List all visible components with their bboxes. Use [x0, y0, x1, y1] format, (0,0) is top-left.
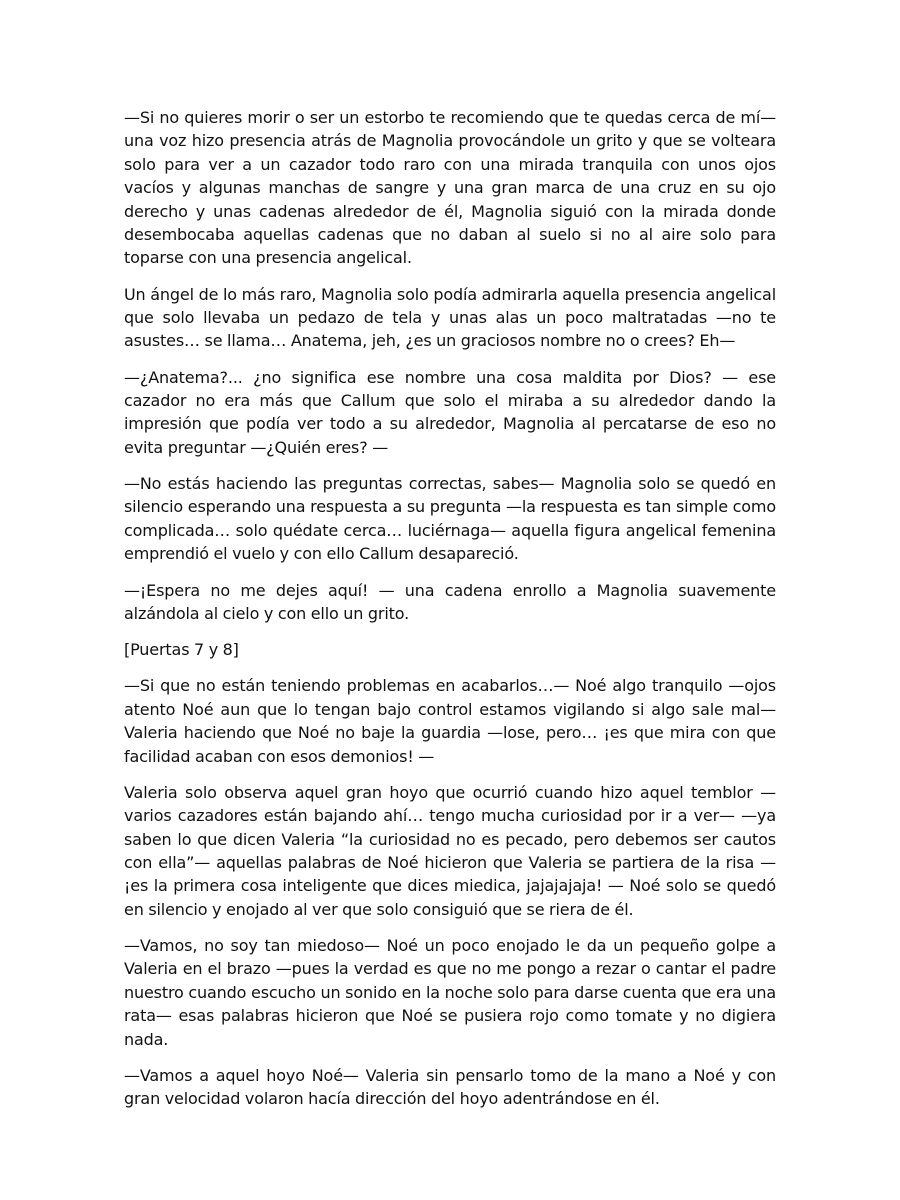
- paragraph: —Si no quieres morir o ser un estorbo te recomiendo que te quedas cerca de mí— una voz hizo presencia atrás de Magnolia provocándole un grito y que se volteara solo para ver a un cazador todo raro con una mirada tranquila con unos ojos vacíos y algunas manchas de sangre y una gran marca de una cruz en su ojo derecho y unas cadenas alrededor de él, Magnolia siguió con la mirada donde desembocaba aquellas cadenas que no daban al suelo si no al aire solo para toparse con una presencia angelical.: [124, 108, 776, 268]
- paragraph: Un ángel de lo más raro, Magnolia solo podía admirarla aquella presencia angelical que solo llevaba un pedazo de tela y unas alas un poco maltratadas —no te asustes… se llama… Anatema, jeh, ¿es un graciosos nombre no o crees? Eh—: [124, 284, 776, 351]
- paragraph: —Vamos, no soy tan miedoso— Noé un poco enojado le da un pequeño golpe a Valeria en el brazo —pues la verdad es que no me pongo a rezar o cantar el padre nuestro cuando escucho un sonido en la noche solo para darse cuenta que era una rata— esas palabras hicieron que Noé se pusiera rojo como tomate y no digiera nada.: [124, 935, 776, 1049]
- paragraph: —No estás haciendo las preguntas correctas, sabes— Magnolia solo se quedó en silencio esperando una respuesta a su pregunta —la respuesta es tan simple como complicada… solo quédate cerca… luciérnaga— aquella figura angelical femenina emprendió el vuelo y con ello Callum desapareció.: [124, 474, 776, 564]
- paragraph: —¡Espera no me dejes aquí! — una cadena enrollo a Magnolia suavemente alzándola al cielo y con ello un grito.: [124, 580, 776, 623]
- paragraph: —Si que no están teniendo problemas en acabarlos…— Noé algo tranquilo —ojos atento Noé aun que lo tengan bajo control estamos vigilando si algo sale mal— Valeria haciendo que Noé no baje la guardia —lose, pero… ¡es que mira con que facilidad acaban con esos demonios! —: [124, 676, 776, 766]
- document-page: [124, 106, 776, 1123]
- paragraph: —¿Anatema?... ¿no significa ese nombre una cosa maldita por Dios? — ese cazador no era más que Callum que solo el miraba a su alrededor dando la impresión que podía ver todo a su alrededor, Magnolia al percatarse de eso no evita preguntar —¿Quién eres? —: [124, 367, 776, 457]
- paragraph: Valeria solo observa aquel gran hoyo que ocurrió cuando hizo aquel temblor —varios cazadores están bajando ahí… tengo mucha curiosidad por ir a ver— —ya saben lo que dicen Valeria “la curiosidad no es pecado, pero debemos ser cautos con ella”— aquellas palabras de Noé hicieron que Valeria se partiera de la risa —¡es la primera cosa inteligente que dices miedica, jajajajaja! — Noé solo se quedó en silencio y enojado al ver que solo consiguió que se riera de él.: [124, 782, 776, 919]
- paragraph: —Vamos a aquel hoyo Noé— Valeria sin pensarlo tomo de la mano a Noé y con gran velocidad volaron hacía dirección del hoyo adentrándose en él.: [124, 1065, 776, 1109]
- section-heading: [Puertas 7 y 8]: [124, 640, 239, 660]
